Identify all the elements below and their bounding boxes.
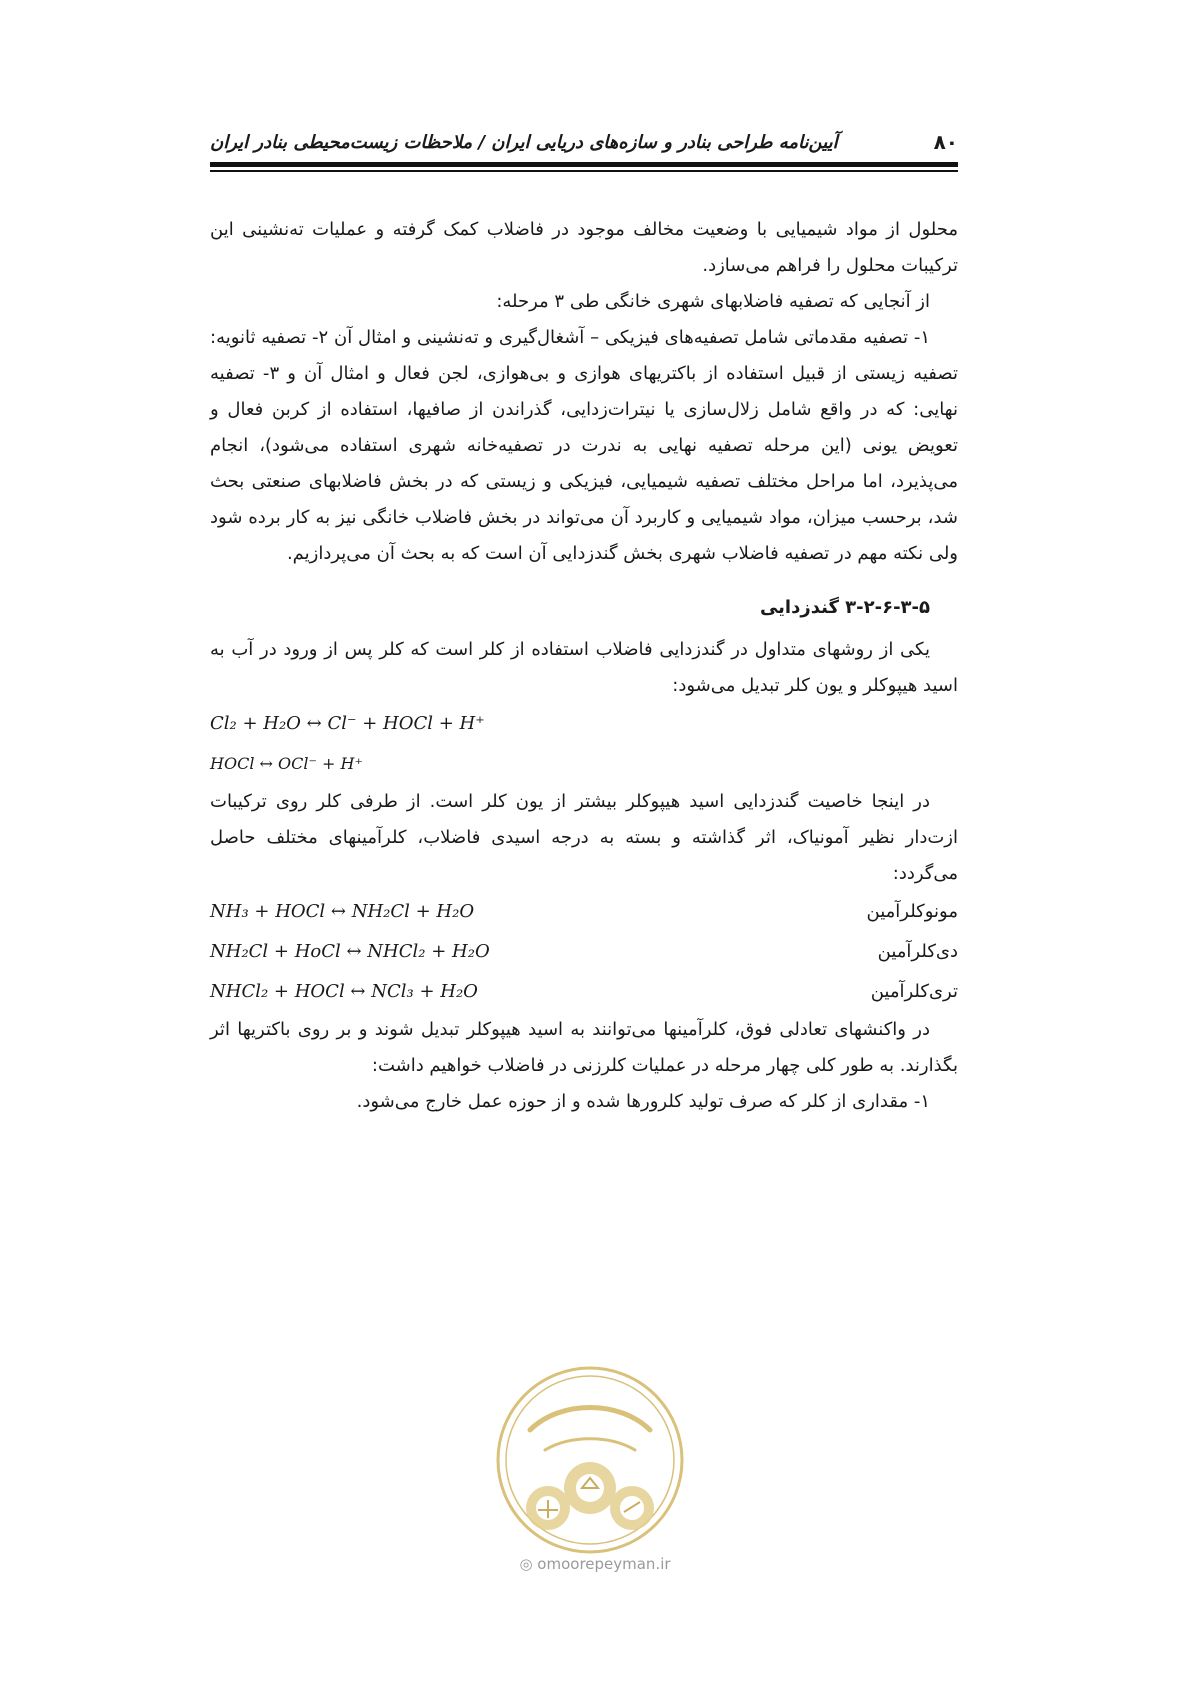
equation-4: NH₂Cl + HoCl ↔ NHCl₂ + H₂O [210, 941, 490, 962]
paragraph-1: محلول از مواد شیمیایی با وضعیت مخالف موجود در فاضلاب کمک گرفته و عملیات ته‌نشینی این ترکیبات محلول را فراهم می‌سازد. [210, 219, 958, 276]
paragraph-4: یکی از روشهای متداول در گندزدایی فاضلاب استفاده از کلر است که کلر پس از ورود در آب به اسید هیپوکلر و یون کلر تبدیل می‌شود: [210, 639, 958, 696]
paragraph-5: در اینجا خاصیت گندزدایی اسید هیپوکلر بیشتر از یون کلر است. از طرفی کلر روی ترکیبات ازت‌دار نظیر آمونیاک، اثر گذاشته و بسته به درجه اسیدی فاضلاب، کلرآمینهای مختلف حاصل می‌گردد: [210, 791, 958, 884]
watermark-url: ◎ omoorepeyman.ir [519, 1555, 671, 1573]
equation-4-label: دی‌کلرآمین [877, 941, 958, 962]
equation-row-trichloramine [210, 972, 958, 1012]
equation-5-label: تری‌کلرآمین [870, 981, 958, 1002]
watermark-logo-text [530, 1408, 650, 1431]
paragraph-3: ۱- تصفیه مقدماتی شامل تصفیه‌های فیزیکی – آشغال‌گیری و ته‌نشینی و امثال آن ۲- تصفیه ثانویه: تصفیه زیستی از قبیل استفاده از باکتریهای هوازی و بی‌هوازی، لجن فعال و امثال آن و ۳- تصفیه نهایی: که در واقع شامل زلال‌سازی یا نیترات‌زدایی، گذراندن از صافیها، استفاده از کربن فعال و تعویض یونی (این مرحله تصفیه نهایی به ندرت در تصفیه‌خانه شهری استفاده می‌شود)، انجام می‌پذیرد، اما مراحل مختلف تصفیه شیمیایی، فیزیکی و زیستی که در بخش فاضلابهای صنعتی بحث شد، برحسب میزان، مواد شیمیایی و کاربرد آن می‌تواند در بخش فاضلاب خانگی نیز به کار برده شود ولی نکته مهم در تصفیه فاضلاب شهری بخش گندزدایی آن است که به بحث آن می‌پردازیم. [210, 327, 959, 564]
running-title: آیین‌نامه طراحی بنادر و سازه‌های دریایی ایران / ملاحظات زیست‌محیطی بنادر ایران [210, 132, 838, 153]
equation-1: Cl₂ + H₂O ↔ Cl⁻ + HOCl + H⁺ [210, 713, 485, 734]
page-number: ۸۰ [933, 130, 958, 154]
page-header [210, 126, 958, 160]
header-rule-thick [210, 162, 958, 167]
paragraph-6: در واکنشهای تعادلی فوق، کلرآمینها می‌توانند به اسید هیپوکلر تبدیل شوند و بر روی باکتریها اثر بگذارند. به طور کلی چهار مرحله در عملیات کلرزنی در فاضلاب خواهیم داشت: [210, 1019, 958, 1076]
paragraph-7: ۱- مقداری از کلر که صرف تولید کلرورها شده و از حوزه عمل خارج می‌شود. [356, 1091, 930, 1112]
equation-5: NHCl₂ + HOCl ↔ NCl₃ + H₂O [210, 981, 478, 1002]
section-heading: ۳-۲-۶-۳-۵ گندزدایی [759, 597, 930, 618]
equation-3: NH₃ + HOCl ↔ NH₂Cl + H₂O [210, 901, 475, 922]
watermark-logo-icon [490, 1360, 690, 1560]
body-text [210, 212, 958, 1120]
watermark-url-text: omoorepeyman.ir [537, 1555, 671, 1573]
paragraph-2: از آنجایی که تصفیه فاضلابهای شهری خانگی طی ۳ مرحله: [496, 291, 930, 312]
equation-row-monochloramine [210, 892, 958, 932]
header-rule-thin [210, 170, 958, 172]
equation-2: HOCl ↔ OCl⁻ + H⁺ [210, 754, 363, 773]
equation-row-dichloramine [210, 932, 958, 972]
equation-3-label: مونوکلرآمین [866, 901, 958, 922]
